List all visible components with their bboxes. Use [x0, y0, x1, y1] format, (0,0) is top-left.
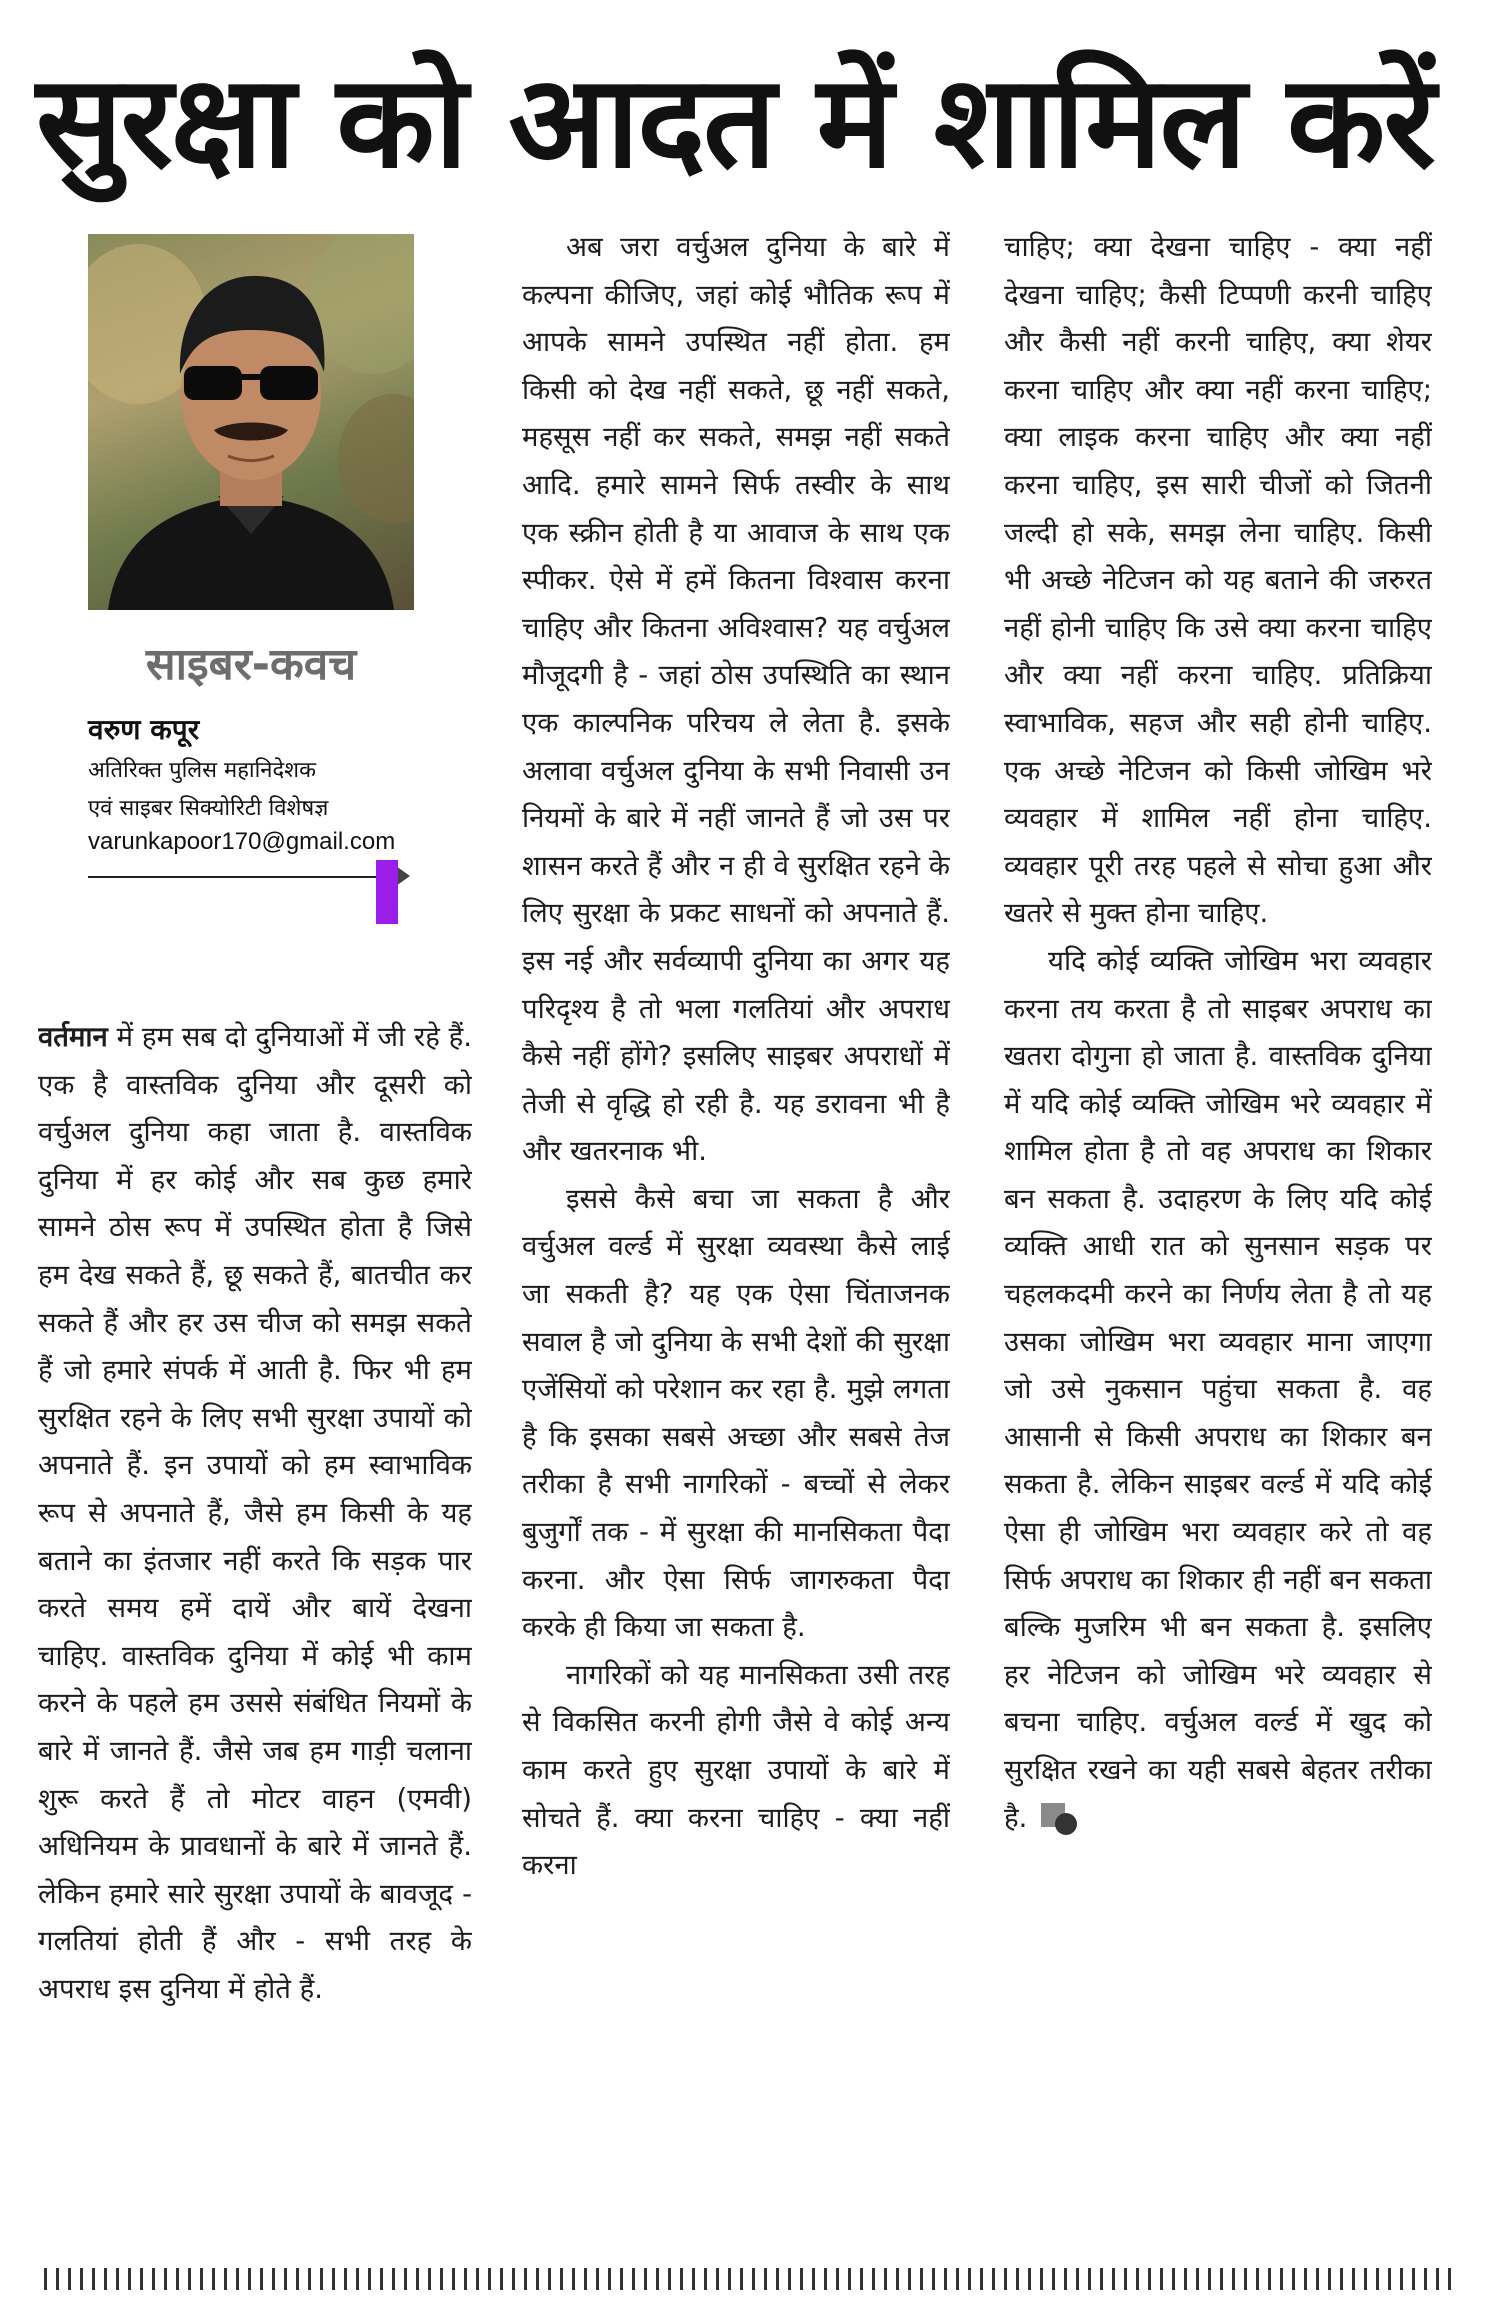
end-of-article-icon	[1041, 1803, 1081, 1835]
lead-word: वर्तमान	[38, 1021, 108, 1053]
article-column-1	[38, 1014, 472, 2224]
paragraph: अब जरा वर्चुअल दुनिया के बारे में कल्पना कीजिए, जहां कोई भौतिक रूप में आपके सामने उपस्थित नहीं होता. हम किसी को देख नहीं सकते, छू नहीं सकते, महसूस नहीं कर सकते, समझ नहीं सकते आदि. हमारे सामने सिर्फ तस्वीर के साथ एक स्क्रीन होती है या आवाज के साथ एक स्पीकर. ऐसे में हमें कितना विश्वास करना चाहिए और कितना अविश्वास? यह वर्चुअल मौजूदगी है - जहां ठोस उपस्थिति का स्थान एक काल्पनिक परिचय ले लेता है. इसके अलावा वर्चुअल दुनिया के सभी निवासी उन नियमों के बारे में नहीं जानते हैं जो उस पर शासन करते हैं और न ही वे सुरक्षित रहने के लिए सुरक्षा के प्रकट साधनों को अपनाते हैं. इस नई और सर्वव्यापी दुनिया का अगर यह परिदृश्य है तो भला गलतियां और अपराध कैसे नहीं होंगे? इसलिए साइबर अपराधों में तेजी से वृद्धि हो रही है. यह डरावना भी है और खतरनाक भी.	[522, 231, 950, 1168]
paragraph	[38, 1014, 472, 2013]
divider-arrow-icon	[396, 866, 410, 886]
author-title-line1: अतिरिक्त पुलिस महानिदेशक	[88, 758, 317, 783]
column-name: साइबर-कवच	[145, 639, 357, 690]
paragraph	[1004, 938, 1432, 1842]
paragraph: इससे कैसे बचा जा सकता है और वर्चुअल वर्ल्ड में सुरक्षा व्यवस्था कैसे लाई जा सकती है? यह एक ऐसा चिंताजनक सवाल है जो दुनिया के सभी देशों की सुरक्षा एजेंसियों को परेशान कर रहा है. मुझे लगता है कि इसका सबसे अच्छा और सबसे तेज तरीका है सभी नागरिकों - बच्चों से लेकर बुजुर्गों तक - में सुरक्षा की मानसिकता पैदा करना. और ऐसा सिर्फ जागरुकता पैदा करके ही किया जा सकता है.	[522, 1182, 950, 1644]
paragraph-text: यदि कोई व्यक्ति जोखिम भरा व्यवहार करना तय करता है तो साइबर अपराध का खतरा दोगुना हो जाता है. वास्तविक दुनिया में यदि कोई व्यक्ति जोखिम भरे व्यवहार में शामिल होता है तो वह अपराध का शिकार बन सकता है. उदाहरण के लिए यदि कोई व्यक्ति आधी रात को सुनसान सड़क पर चहलकदमी करने का निर्णय लेता है तो यह उसका जोखिम भरा व्यवहार माना जाएगा जो उसे नुकसान पहुंचा सकता है. वह आसानी से किसी अपराध का शिकार बन सकता है. लेकिन साइबर वर्ल्ड में यदि कोई ऐसा ही जोखिम भरा व्यवहार करे तो वह सिर्फ अपराध का शिकार ही नहीं बन सकता बल्कि मुजरिम भी बन सकता है. इसलिए हर नेटिजन को जोखिम भरे व्यवहार से बचना चाहिए. वर्चुअल वर्ल्ड में खुद को सुरक्षित रखने का यही सबसे बेहतर तरीका है.	[1004, 944, 1432, 1834]
author-title-line2: एवं साइबर सिक्योरिटी विशेषज्ञ	[88, 796, 329, 821]
author-name: वरुण कपूर	[88, 713, 200, 746]
paragraph: चाहिए; क्या देखना चाहिए - क्या नहीं देखना चाहिए; कैसी टिप्पणी करनी चाहिए और कैसी नहीं करनी चाहिए, क्या शेयर करना चाहिए और क्या नहीं करना चाहिए; क्या लाइक करना चाहिए और क्या नहीं करना चाहिए, इस सारी चीजों को जितनी जल्दी हो सके, समझ लेना चाहिए. किसी भी अच्छे नेटिजन को यह बताने की जरुरत नहीं होनी चाहिए कि उसे क्या करना चाहिए और क्या नहीं करना चाहिए. प्रतिक्रिया स्वाभाविक, सहज और सही होनी चाहिए. एक अच्छे नेटिजन को किसी जोखिम भरे व्यवहार में शामिल नहीं होना चाहिए. व्यवहार पूरी तरह पहले से सोचा हुआ और खतरे से मुक्त होना चाहिए.	[1004, 231, 1432, 930]
author-designation	[88, 752, 448, 828]
accent-bar	[376, 860, 398, 924]
portrait-icon	[88, 234, 414, 610]
page-bottom-rule	[44, 2268, 1456, 2290]
author-email[interactable]: varunkapoor170@gmail.com	[88, 828, 396, 855]
author-photo	[88, 234, 414, 610]
paragraph-text: में हम सब दो दुनियाओं में जी रहे हैं. एक है वास्तविक दुनिया और दूसरी को वर्चुअल दुनिया कहा जाता है. वास्तविक दुनिया में हर कोई और सब कुछ हमारे सामने ठोस रूप में उपस्थित होता है जिसे हम देख सकते हैं, छू सकते हैं, बातचीत कर सकते हैं और हर उस चीज को समझ सकते हैं जो हमारे संपर्क में आती है. फिर भी हम सुरक्षित रहने के लिए सभी सुरक्षा उपायों को अपनाते हैं. इन उपायों को हम स्वाभाविक रूप से अपनाते हैं, जैसे हम किसी के यह बताने का इंतजार नहीं करते कि सड़क पार करते समय हमें दायें और बायें देखना चाहिए. वास्तविक दुनिया में कोई भी काम करने के पहले हम उससे संबंधित नियमों के बारे में जानते हैं. जैसे जब हम गाड़ी चलाना शुरू करते हैं तो मोटर वाहन (एमवी) अधिनियम के प्रावधानों के बारे में जानते हैं. लेकिन हमारे सारे सुरक्षा उपायों के बावजूद - गलतियां होती हैं और - सभी तरह के अपराध इस दुनिया में होते हैं.	[38, 1021, 472, 2005]
article-column-2	[522, 224, 950, 2224]
byline-divider	[88, 876, 404, 878]
paragraph: नागरिकों को यह मानसिकता उसी तरह से विकसित करनी होगी जैसे वे कोई अन्य काम करते हुए सुरक्षा उपायों के बारे में सोचते हैं. क्या करना चाहिए - क्या नहीं करना	[522, 1658, 950, 1882]
article-headline: सुरक्षा को आदत में शामिल करें	[36, 48, 1434, 197]
article-column-3	[1004, 224, 1432, 2224]
